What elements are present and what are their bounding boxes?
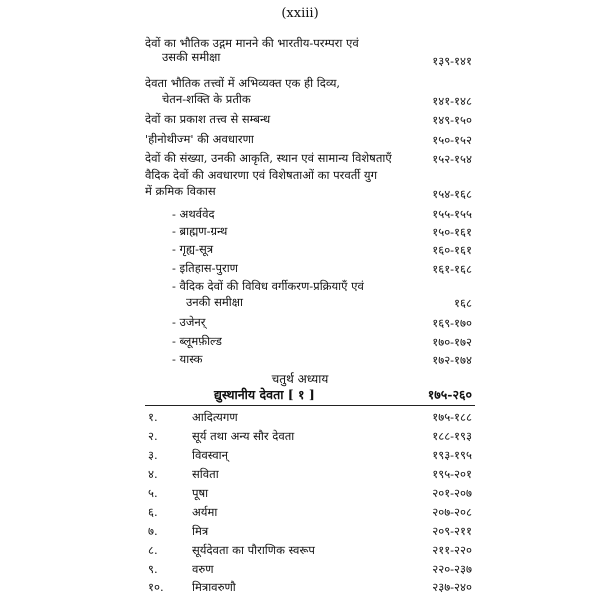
toc-entry-line: 'हीनोथीज्म' की अवधारणा — [145, 132, 254, 146]
numbered-item: विवस्वान् — [192, 448, 228, 462]
section-underline — [145, 405, 475, 406]
item-number: ७. — [148, 524, 158, 538]
chapter-title: चतुर्थ अध्याय — [271, 372, 329, 386]
toc-entry-pages: २०७-२०८ — [432, 505, 472, 519]
numbered-item: पूषा — [192, 486, 209, 500]
item-number: १०. — [148, 580, 164, 594]
toc-entry-line: वैदिक देवों की अवधारणा एवं विशेषताओं का परवर्ती युग — [145, 168, 378, 182]
toc-entry-pages: २११-२२० — [432, 543, 472, 557]
page-number-header: (xxiii) — [281, 6, 319, 21]
numbered-item: सूर्यदेवता का पौराणिक स्वरूप — [192, 543, 315, 557]
toc-entry-pages: १५०-१५२ — [432, 133, 472, 147]
toc-entry-pages: १९३-१९५ — [432, 448, 472, 462]
toc-entry-pages: २२०-२३७ — [432, 562, 472, 576]
toc-entry-pages: २३७-२४० — [432, 580, 472, 594]
numbered-item: आदित्यगण — [192, 410, 238, 424]
toc-entry-pages: १५०-१६१ — [432, 225, 472, 239]
toc-entry-pages: १६८ — [454, 296, 472, 310]
toc-entry-pages: १५४-१६८ — [432, 187, 472, 201]
section-pages: १७५-२६० — [427, 387, 472, 402]
toc-entry-pages: १५५-१५५ — [432, 207, 472, 221]
toc-entry-pages: १३९-१४१ — [432, 54, 472, 68]
toc-entry-pages: १७५-१८८ — [432, 410, 472, 424]
item-number: ५. — [148, 486, 158, 500]
item-number: १. — [148, 410, 158, 424]
toc-entry-pages: १७०-१७२ — [432, 335, 472, 349]
toc-subentry: - ब्लूमफ़ील्ड — [172, 334, 222, 348]
item-number: २. — [148, 429, 158, 443]
toc-entry-pages: १६९-१७० — [432, 316, 472, 330]
item-number: ३. — [148, 448, 158, 462]
numbered-item: सविता — [192, 467, 219, 481]
numbered-item: मित्र — [192, 524, 209, 538]
item-number: ८. — [148, 543, 158, 557]
toc-entry-line: देवों की संख्या, उनकी आकृति, स्थान एवं सामान्य विशेषताएँ — [145, 151, 392, 165]
toc-entry-pages: १६१-१६८ — [432, 262, 472, 276]
toc-entry-pages: १४९-१५० — [432, 113, 472, 127]
toc-entry-pages: १६०-१६१ — [432, 243, 472, 257]
numbered-item: अर्यमा — [192, 505, 218, 519]
toc-subentry: - ब्राह्मण-ग्रन्थ — [172, 224, 228, 238]
item-number: ४. — [148, 467, 158, 481]
toc-subentry: - इतिहास-पुराण — [172, 261, 238, 275]
toc-entry-pages: १९५-२०१ — [432, 467, 472, 481]
toc-entry-line: देवों का भौतिक उद्गम मानने की भारतीय-परम्परा एवं — [145, 36, 359, 50]
toc-entry-pages: १७२-१७४ — [432, 353, 472, 367]
section-heading: द्युस्थानीय देवता [ १ ] — [214, 387, 315, 402]
toc-subentry: - यास्क — [172, 352, 203, 366]
numbered-item: मित्रावरुणौ — [192, 580, 236, 594]
toc-entry-pages: १४१-१४८ — [432, 94, 472, 108]
toc-entry-line: चेतन-शक्ति के प्रतीक — [162, 92, 251, 106]
toc-entry-pages: १५२-१५४ — [432, 152, 472, 166]
item-number: ६. — [148, 505, 158, 519]
toc-subentry: उनकी समीक्षा — [186, 295, 244, 309]
item-number: ९. — [148, 562, 158, 576]
numbered-item: सूर्य तथा अन्य सौर देवता — [192, 429, 295, 443]
toc-subentry: - वैदिक देवों की विविध वर्गीकरण-प्रक्रियाएँ एवं — [172, 279, 364, 293]
toc-entry-pages: २०१-२०७ — [432, 486, 472, 500]
toc-entry-line: में क्रमिक विकास — [145, 184, 216, 198]
toc-entry-pages: १८८-१९३ — [432, 429, 472, 443]
toc-subentry: - अथर्ववेद — [172, 207, 215, 221]
toc-entry-line: देवों का प्रकाश तत्त्व से सम्बन्ध — [145, 112, 271, 126]
toc-subentry: - उजेनर् — [172, 315, 206, 329]
toc-entry-pages: २०९-२११ — [432, 524, 472, 538]
toc-entry-line: देवता भौतिक तत्त्वों में अभिव्यक्त एक ही दिव्य, — [145, 76, 341, 90]
numbered-item: वरुण — [192, 562, 214, 576]
toc-subentry: - गृह्य-सूत्र — [172, 242, 214, 256]
toc-entry-line: उसकी समीक्षा — [162, 50, 221, 64]
